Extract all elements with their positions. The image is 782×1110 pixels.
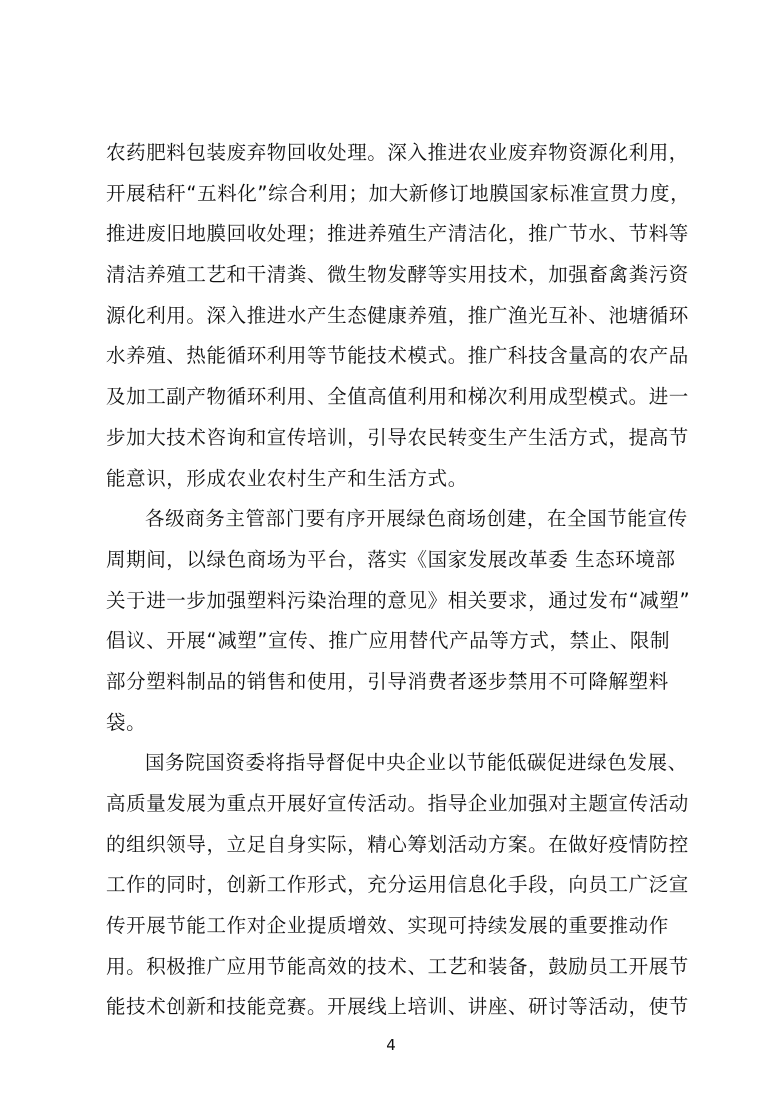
text-line: 水养殖、热能循环利用等节能技术模式。推广科技含量高的农产品 bbox=[106, 344, 689, 368]
text-line: 各级商务主管部门要有序开展绿色商场创建，在全国节能宣传 bbox=[145, 507, 688, 531]
text-line: 开展秸秆“五料化”综合利用；加大新修订地膜国家标准宣贯力度， bbox=[106, 181, 691, 205]
text-line: 清洁养殖工艺和干清粪、微生物发酵等实用技术，加强畜禽粪污资 bbox=[106, 263, 689, 287]
text-line: 农药肥料包装废弃物回收处理。深入推进农业废弃物资源化利用， bbox=[106, 141, 689, 164]
text-line: 国务院国资委将指导督促中央企业以节能低碳促进绿色发展、 bbox=[145, 751, 688, 775]
text-line: 倡议、开展“减塑”宣传、推广应用替代产品等方式，禁止、限制 bbox=[106, 629, 671, 653]
text-line: 用。积极推广应用节能高效的技术、工艺和装备，鼓励员工开展节 bbox=[106, 954, 689, 978]
text-line: 关于进一步加强塑料污染治理的意见》相关要求，通过发布“减塑” bbox=[106, 588, 691, 612]
text-line: 传开展节能工作对企业提质增效、实现可持续发展的重要推动作 bbox=[106, 914, 669, 938]
text-line: 周期间，以绿色商场为平台，落实《国家发展改革委 生态环境部 bbox=[106, 547, 676, 571]
text-line: 能技术创新和技能竞赛。开展线上培训、讲座、研讨等活动，使节 bbox=[106, 995, 689, 1019]
text-line: 推进废旧地膜回收处理；推进养殖生产清洁化，推广节水、节料等 bbox=[106, 222, 689, 246]
text-line: 及加工副产物循环利用、全值高值利用和梯次利用成型模式。进一 bbox=[106, 385, 689, 409]
text-line: 能意识，形成农业农村生产和生活方式。 bbox=[106, 466, 468, 490]
text-line: 高质量发展为重点开展好宣传活动。指导企业加强对主题宣传活动 bbox=[106, 792, 689, 815]
text-line: 工作的同时，创新工作形式，充分运用信息化手段，向员工广泛宣 bbox=[106, 873, 689, 897]
text-line: 部分塑料制品的销售和使用，引导消费者逐步禁用不可降解塑料 bbox=[106, 669, 669, 693]
page-number: 4 bbox=[386, 1036, 396, 1054]
text-line: 袋。 bbox=[106, 710, 147, 734]
text-line: 步加大技术咨询和宣传培训，引导农民转变生产生活方式，提高节 bbox=[106, 425, 689, 449]
text-line: 源化利用。深入推进水产生态健康养殖，推广渔光互补、池塘循环 bbox=[106, 303, 689, 327]
text-line: 的组织领导，立足自身实际，精心筹划活动方案。在做好疫情防控 bbox=[106, 832, 689, 856]
document-body bbox=[106, 133, 691, 1028]
